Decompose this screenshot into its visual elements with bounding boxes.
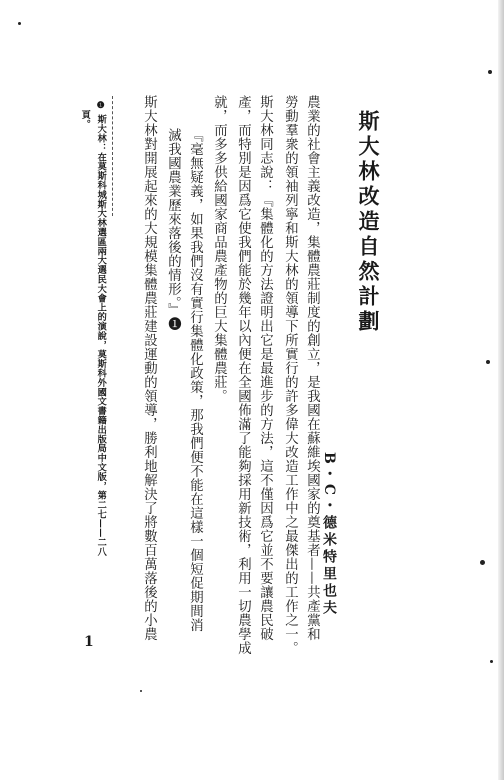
body-column-4: 產，而特別是因爲它使我們能於幾年以內便在全國佈滿了能夠採用新技術，利用一切農學成	[235, 95, 251, 655]
footnote-rule	[112, 96, 114, 216]
body-column-5: 就，而多多供給國家商品農產物的巨大集體農莊。	[211, 95, 227, 403]
scan-speck	[486, 360, 490, 364]
scan-speck	[488, 70, 492, 74]
page-number: 1	[84, 634, 94, 650]
scan-speck	[18, 22, 21, 25]
body-column-8: 斯大林對開展起來的大規模集體農莊建設運動的領導，勝利地解決了將數百萬落後的小農	[141, 95, 157, 641]
body-column-2: 勞動羣衆的領袖列寧和斯大林的領導下所實行的許多偉大改造工作中之最傑出的工作之一。	[282, 95, 298, 655]
article-author: B・C・德米特里也夫	[321, 452, 337, 617]
body-column-7: 滅我國農業歷來落後的情形。』❶	[165, 128, 181, 332]
scan-speck	[480, 560, 485, 565]
body-column-3: 斯大林同志說：『集體化的方法證明出它是最進步的方法，這不僅因爲它並不要讓農民破	[257, 95, 273, 641]
article-title: 斯大林改造自然計劃	[356, 110, 381, 335]
page-edge	[498, 0, 504, 780]
scan-speck	[490, 660, 493, 663]
body-column-6: 『毫無疑義，如果我們沒有實行集體化政策，那我們便不能在這樣一個短促期間消	[187, 128, 203, 632]
body-column-1: 農業的社會主義改造，集體農莊制度的創立，是我國在蘇維埃國家的奠基者——共產黨和	[304, 95, 320, 641]
scan-speck	[140, 690, 142, 692]
footnote: ❶ 斯大林：在莫斯科城斯大林選區兩大選民大會上的演說，莫斯科外國文書籍出版局中文版，第二七——二八	[95, 100, 107, 557]
footnote-continuation: 頁。	[79, 110, 91, 129]
